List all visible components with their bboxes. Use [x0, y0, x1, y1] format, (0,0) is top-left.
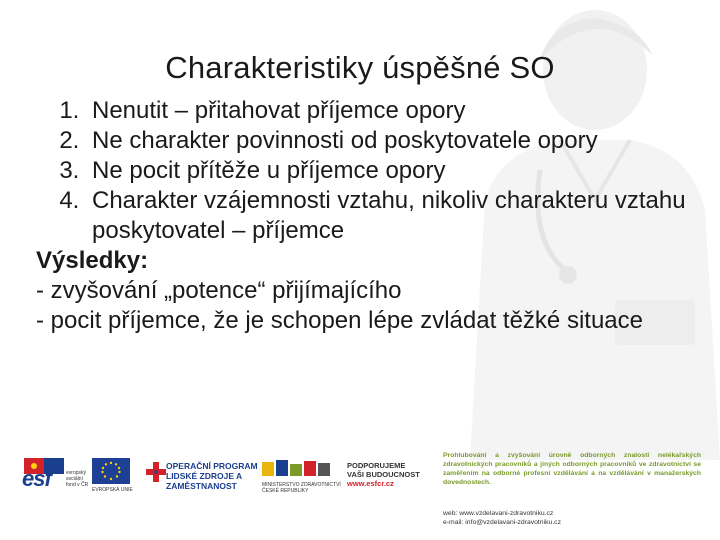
ministry-caption: MINISTERSTVO ZDRAVOTNICTVÍ ČESKÉ REPUBLIKY [262, 482, 341, 494]
list-item: 4. Charakter vzájemnosti vztahu, nikoliv charakteru vztahu poskytovatel – příjemce [86, 186, 696, 246]
esf-website-link[interactable]: www.esfcr.cz [347, 479, 394, 488]
slide-title: Charakteristiky úspěšné SO [165, 50, 555, 85]
list-item: 2. Ne charakter povinnosti od poskytovatele opory [86, 126, 696, 156]
result-item: - zvyšování „potence“ přijímajícího [36, 277, 402, 304]
support-slogan [347, 461, 437, 488]
op-lzz-text: OPERAČNÍ PROGRAM LIDSKÉ ZDROJE A ZAMĚSTNANOST [166, 461, 258, 491]
email-link[interactable]: e-mail: info@vzdelavani-zdravotniku.cz [443, 519, 561, 526]
eu-flag-icon [92, 458, 130, 484]
results-heading: Výsledky: [36, 247, 149, 274]
list-item: 3. Ne pocit přítěže u příjemce opory [86, 156, 696, 186]
project-description: Prohlubování a zvyšování úrovně odborných znalostí nelékařských zdravotnických pracovníků a jiných odborných pracovníků ve zdravotnictví se zaměřením na odborné profesní vzdělávání a na vzdělávání v manažerských dovednostech. [443, 452, 701, 486]
support-line-2: VAŠI BUDOUCNOST [347, 470, 420, 479]
web-link[interactable]: web: www.vzdelavani-zdravotniku.cz [443, 510, 554, 517]
contact-info [443, 509, 701, 527]
support-line-1: PODPORUJEME [347, 461, 406, 470]
op-lzz-icon [146, 462, 166, 482]
criteria-list [36, 96, 696, 246]
ministry-logo-icon [262, 458, 334, 480]
result-item: - pocit příjemce, že je schopen lépe zvládat těžké situace [36, 307, 643, 334]
slide-body [36, 96, 696, 336]
esf-logo-text: esf [22, 466, 51, 491]
esf-logo [22, 458, 89, 492]
esf-small-text: evropský sociální fond v ČR [66, 470, 89, 488]
list-item: 1. Nenutit – přitahovat příjemce opory [86, 96, 696, 126]
eu-caption: EVROPSKÁ UNIE [92, 487, 133, 493]
